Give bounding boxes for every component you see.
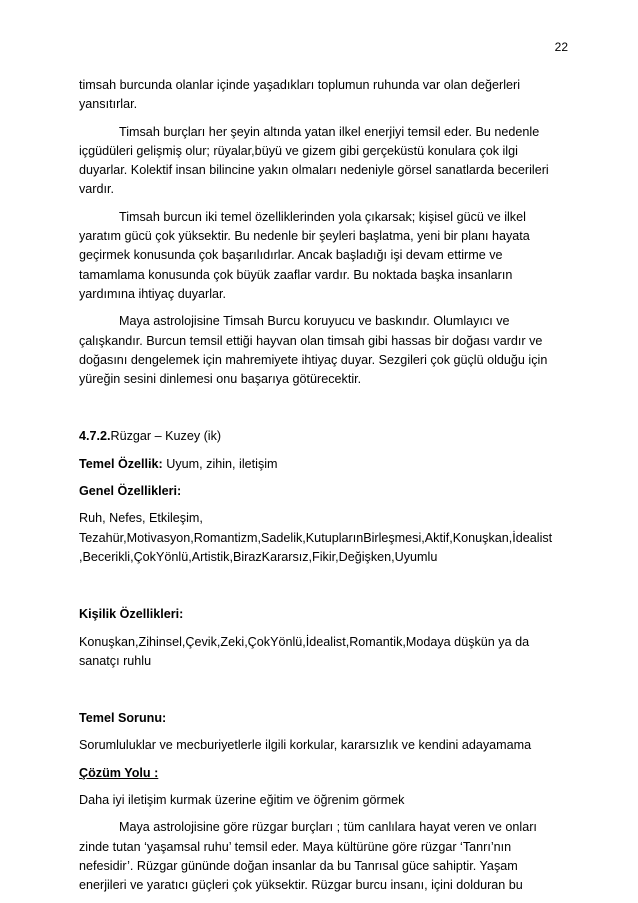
temel-ozellik-line	[79, 455, 567, 474]
kisilik-ozellikleri-value: Konuşkan,Zihinsel,Çevik,Zeki,ÇokYönlü,İdealist,Romantik,Modaya düşkün ya da sanatçı ruhlu	[79, 634, 530, 668]
paragraph-1: timsah burcunda olanlar içinde yaşadıkları toplumun ruhunda var olan değerleri yansıtırlar.	[79, 78, 521, 112]
temel-ozellik-value: Uyum, zihin, iletişim	[162, 456, 278, 471]
temel-sorunu-label: Temel Sorunu:	[79, 711, 167, 726]
temel-sorunu-value: Sorumluluklar ve mecburiyetlerle ilgili korkular, kararsızlık ve kendini adayamama	[79, 738, 532, 753]
genel-ozellikler-label: Genel Özellikleri:	[79, 484, 182, 499]
paragraph-4: Maya astrolojisine Timsah Burcu koruyucu ve baskındır. Olumlayıcı ve çalışkandır. Burcun temsil ettiği hayvan olan timsah gibi hassas bir doğası vardır ve doğasını dengelemek için mahremiyete ihtiyaç duyar. Sezgileri çok güçlü olduğu için yüreğin sesini dinlemesi onu başarıya götürecektir.	[79, 314, 548, 387]
genel-ozellikler-line-3: ,Becerikli,ÇokYönlü,Artistik,BirazKararsız,Fikir,Değişken,Uyumlu	[79, 549, 438, 564]
paragraph-final: Maya astrolojisine göre rüzgar burçları ; tüm canlılara hayat veren ve onları zinde tutan ‘yaşamsal ruhu’ temsil eder. Maya kültürüne göre rüzgar ‘Tanrı’nın nefesidir’. Rüzgar gününde doğan insanlar da bu Tanrısal güce sahiptir. Yaşam enerjileri ve yaratıcı güçleri çok yüksektir. Rüzgar burcu insanı, içini dolduran bu	[79, 820, 537, 893]
section-number: 4.7.2.	[79, 429, 111, 444]
cozum-yolu-value: Daha iyi iletişim kurmak üzerine eğitim ve öğrenim görmek	[79, 793, 405, 808]
temel-ozellik-label: Temel Özellik:	[79, 456, 163, 471]
section-heading	[79, 427, 567, 446]
section-title: Rüzgar – Kuzey (ik)	[110, 429, 222, 444]
page-content	[79, 76, 567, 896]
paragraph-2: Timsah burçları her şeyin altında yatan ilkel enerjiyi temsil eder. Bu nedenle içgüdüleri gelişmiş olur; rüyalar,büyü ve gizem gibi gerçeküstü konulara çok ilgi duyarlar. Kolektif insan bilincine yakın olmaları nedeniyle görsel sanatlarda becerileri vardır.	[79, 124, 549, 197]
paragraph-3: Timsah burcun iki temel özelliklerinden yola çıkarsak; kişisel gücü ve ilkel yaratım gücü çok yüksektir. Bu nedenle bir şeyleri başlatma, yeni bir planı hayata geçirmek konusunda çok başarılıdırlar. Ancak başladığı işi devam ettirme ve tamamlama konusunda çok büyük zaaflar vardır. Bu noktada başka insanların yardımına ihtiyaç duyarlar.	[79, 209, 530, 301]
page-number: 22	[554, 40, 568, 54]
genel-ozellikler-line-1: Ruh, Nefes, Etkileşim,	[79, 511, 203, 526]
kisilik-ozellikleri-label: Kişilik Özellikleri:	[79, 607, 184, 622]
genel-ozellikler-line-2: Tezahür,Motivasyon,Romantizm,Sadelik,KutuplarınBirleşmesi,Aktif,Konuşkan,İdealist	[79, 530, 553, 545]
cozum-yolu-label: Çözüm Yolu :	[79, 765, 159, 780]
